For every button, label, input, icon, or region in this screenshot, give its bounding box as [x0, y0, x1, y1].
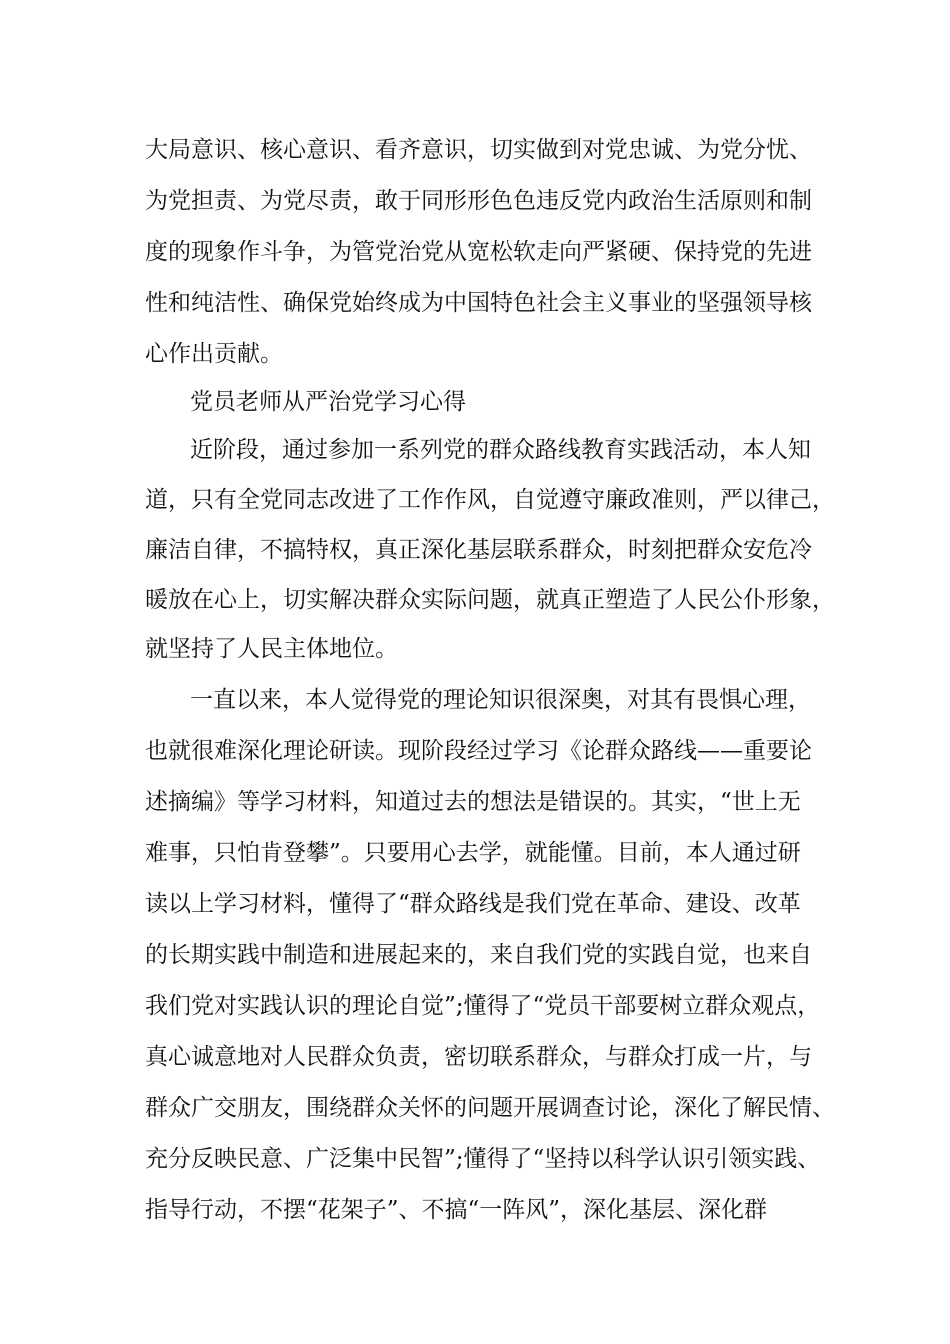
- paragraph-line: 群众广交朋友，围绕群众关怀的问题开展调查讨论，深化了解民情、: [145, 1095, 835, 1121]
- paragraph-line: 廉洁自律，不搞特权，真正深化基层联系群众，时刻把群众安危冷: [145, 537, 812, 563]
- paragraph-line: 也就很难深化理论研读。现阶段经过学习《论群众路线——重要论: [145, 738, 812, 764]
- paragraph-line: 为党担责、为党尽责，敢于同形形色色违反党内政治生活原则和制: [145, 188, 812, 214]
- paragraph-line: 指导行动，不摆“花架子”、不搞“一阵风”，深化基层、深化群: [145, 1197, 768, 1223]
- paragraph-line: 充分反映民意、广泛集中民智”;懂得了“坚持以科学认识引领实践、: [145, 1146, 821, 1172]
- paragraph-line: 述摘编》等学习材料，知道过去的想法是错误的。其实，“世上无: [145, 789, 801, 815]
- paragraph-line: 的长期实践中制造和进展起来的，来自我们党的实践自觉，也来自: [145, 942, 812, 968]
- paragraph-line: 道，只有全党同志改进了工作作风，自觉遵守廉政准则，严以律己，: [145, 487, 835, 513]
- paragraph-line: 大局意识、核心意识、看齐意识，切实做到对党忠诚、为党分忧、: [145, 137, 812, 163]
- paragraph-line: 真心诚意地对人民群众负责，密切联系群众，与群众打成一片，与: [145, 1044, 812, 1070]
- paragraph-line: 性和纯洁性、确保党始终成为中国特色社会主义事业的坚强领导核: [145, 290, 812, 316]
- paragraph-line: 心作出贡献。: [145, 341, 283, 367]
- paragraph-line: 就坚持了人民主体地位。: [145, 636, 398, 662]
- paragraph-line: 读以上学习材料，懂得了“群众路线是我们党在革命、建设、改革: [145, 891, 801, 917]
- paragraph-line: 难事，只怕肯登攀”。只要用心去学，就能懂。目前，本人通过研: [145, 840, 801, 866]
- section-title: 党员老师从严治党学习心得: [190, 389, 466, 415]
- paragraph-line: 暖放在心上，切实解决群众实际问题，就真正塑造了人民公仆形象，: [145, 587, 835, 613]
- paragraph-line: 一直以来，本人觉得党的理论知识很深奥，对其有畏惧心理，: [190, 687, 811, 713]
- paragraph-line: 近阶段，通过参加一系列党的群众路线教育实践活动，本人知: [190, 437, 811, 463]
- paragraph-line: 我们党对实践认识的理论自觉”;懂得了“党员干部要树立群众观点，: [145, 993, 821, 1019]
- paragraph-line: 度的现象作斗争，为管党治党从宽松软走向严紧硬、保持党的先进: [145, 239, 812, 265]
